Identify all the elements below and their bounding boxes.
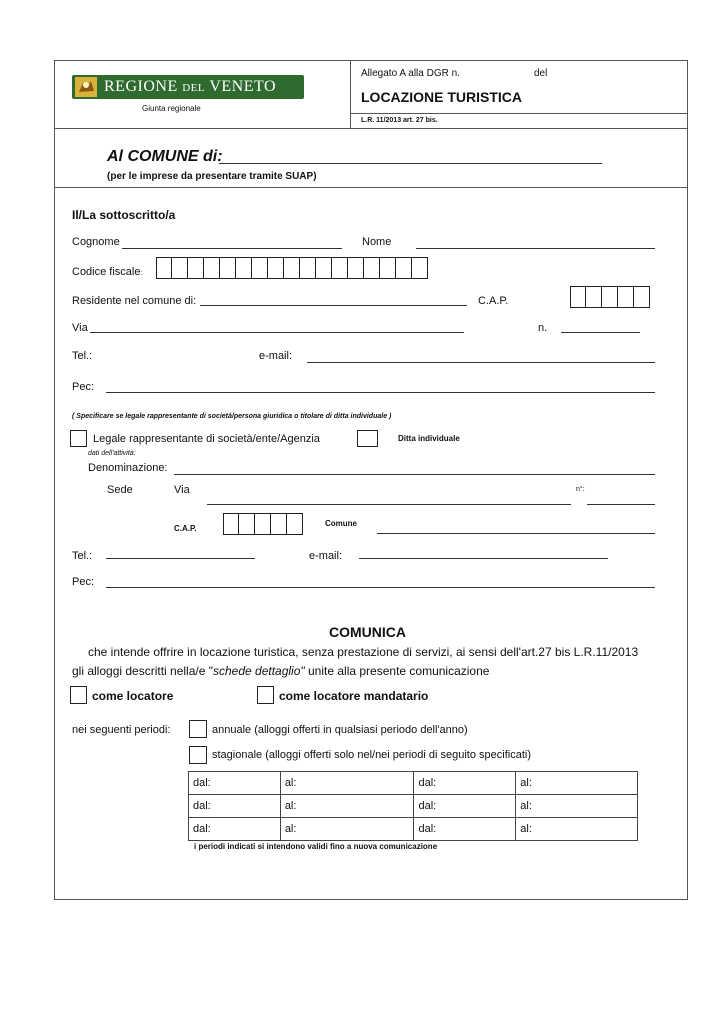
specificare-note: ( Specificare se legale rappresentante di società/persona giuridica o titolare di ditta individuale ) bbox=[72, 413, 392, 420]
dal-field[interactable]: dal: bbox=[189, 795, 281, 818]
denominazione-field[interactable] bbox=[174, 474, 655, 475]
stagionale-label: stagionale (alloggi offerti solo nel/nei periodi di seguito specificati) bbox=[212, 749, 531, 761]
dal-field[interactable]: dal: bbox=[414, 795, 516, 818]
header-divider bbox=[350, 60, 351, 128]
legale-label: Legale rappresentante di società/ente/Agenzia bbox=[93, 433, 320, 445]
via-field[interactable] bbox=[90, 332, 464, 333]
suap-note: (per le imprese da presentare tramite SUAP) bbox=[107, 171, 317, 182]
comune-field[interactable] bbox=[219, 163, 602, 164]
pec-field[interactable] bbox=[106, 392, 655, 393]
header-title-divider bbox=[350, 113, 688, 114]
email-label: e-mail: bbox=[259, 350, 293, 362]
pec-label: Pec: bbox=[72, 381, 95, 393]
allegato-label: Allegato A alla DGR n. bbox=[361, 68, 460, 79]
via-label: Via bbox=[72, 322, 88, 334]
sottoscritto-heading: Il/La sottoscritto/a bbox=[72, 208, 176, 222]
numero-label: n. bbox=[538, 322, 548, 334]
codice-fiscale-label: Codice fiscale: bbox=[72, 266, 143, 278]
periodi-label: nei seguenti periodi: bbox=[72, 724, 171, 736]
regione-veneto-logo bbox=[72, 75, 304, 99]
sede-email-field[interactable] bbox=[359, 558, 608, 559]
sede-comune-field[interactable] bbox=[377, 533, 655, 534]
al-field[interactable]: al: bbox=[516, 795, 638, 818]
nome-field[interactable] bbox=[416, 248, 655, 249]
dati-attivita-label: dati dell'attività: bbox=[88, 450, 136, 457]
al-field[interactable]: al: bbox=[516, 772, 638, 795]
cognome-field[interactable] bbox=[122, 248, 342, 249]
legale-checkbox[interactable] bbox=[70, 430, 87, 447]
stagionale-checkbox[interactable] bbox=[189, 746, 207, 764]
mandatario-label: come locatore mandatario bbox=[279, 689, 429, 703]
annuale-checkbox[interactable] bbox=[189, 720, 207, 738]
al-field[interactable]: al: bbox=[280, 772, 414, 795]
cognome-label: Cognome bbox=[72, 236, 120, 248]
sede-numero-field[interactable] bbox=[587, 504, 655, 505]
comune-label: Al COMUNE di: bbox=[107, 148, 223, 165]
comunica-line-1: che intende offrire in locazione turistica, senza prestazione di servizi, ai sensi dell'art.27 bis L.R.11/2013 bbox=[88, 645, 639, 659]
mandatario-checkbox[interactable] bbox=[257, 686, 274, 704]
sede-label: Sede bbox=[107, 484, 133, 496]
logo-subtitle: Giunta regionale bbox=[142, 104, 201, 113]
sede-via-label: Via bbox=[174, 484, 190, 496]
annuale-label: annuale (alloggi offerti in qualsiasi periodo dell'anno) bbox=[212, 724, 468, 736]
law-reference: L.R. 11/2013 art. 27 bis. bbox=[361, 117, 438, 124]
dal-field[interactable]: dal: bbox=[189, 772, 281, 795]
codice-fiscale-field[interactable] bbox=[156, 257, 428, 279]
sede-tel-field[interactable] bbox=[106, 558, 255, 559]
cap-field[interactable] bbox=[570, 286, 650, 308]
sede-pec-label: Pec: bbox=[72, 576, 95, 588]
numero-field[interactable] bbox=[561, 332, 640, 333]
dal-field[interactable]: dal: bbox=[189, 818, 281, 841]
ditta-checkbox[interactable] bbox=[357, 430, 378, 447]
comunica-heading: COMUNICA bbox=[329, 624, 406, 640]
lion-emblem-icon bbox=[75, 77, 97, 97]
comune-bottom-line bbox=[54, 187, 688, 188]
residente-field[interactable] bbox=[200, 305, 467, 306]
dal-field[interactable]: dal: bbox=[414, 818, 516, 841]
dal-field[interactable]: dal: bbox=[414, 772, 516, 795]
sede-pec-field[interactable] bbox=[106, 587, 655, 588]
cap-label: C.A.P. bbox=[478, 295, 509, 307]
denominazione-label: Denominazione: bbox=[88, 462, 168, 474]
comunica-line-2: gli alloggi descritti nella/e "schede dettaglio" unite alla presente comunicazione bbox=[72, 664, 490, 678]
sede-tel-label: Tel.: bbox=[72, 550, 93, 562]
periods-footnote: i periodi indicati si intendono validi fino a nuova comunicazione bbox=[194, 842, 438, 851]
residente-label: Residente nel comune di: bbox=[72, 295, 197, 307]
sede-via-field[interactable] bbox=[207, 504, 571, 505]
periods-table bbox=[188, 771, 638, 841]
al-field[interactable]: al: bbox=[516, 818, 638, 841]
ditta-label: Ditta individuale bbox=[398, 434, 460, 443]
nome-label: Nome bbox=[362, 236, 392, 248]
sede-numero-label: n°: bbox=[576, 486, 585, 493]
header-bottom-line bbox=[54, 128, 688, 129]
email-field[interactable] bbox=[307, 362, 655, 363]
tel-label: Tel.: bbox=[72, 350, 93, 362]
sede-comune-label: Comune bbox=[325, 519, 357, 528]
table-row bbox=[189, 772, 638, 795]
table-row bbox=[189, 818, 638, 841]
al-field[interactable]: al: bbox=[280, 818, 414, 841]
locatore-checkbox[interactable] bbox=[70, 686, 87, 704]
sede-email-label: e-mail: bbox=[309, 550, 343, 562]
logo-wordmark: REGIONE DEL VENETO bbox=[104, 78, 277, 95]
locatore-label: come locatore bbox=[92, 689, 174, 703]
page-title: LOCAZIONE TURISTICA bbox=[361, 89, 522, 105]
del-label: del bbox=[534, 68, 548, 79]
sede-cap-field[interactable] bbox=[223, 513, 303, 535]
table-row bbox=[189, 795, 638, 818]
sede-cap-label: C.A.P. bbox=[174, 524, 197, 533]
al-field[interactable]: al: bbox=[280, 795, 414, 818]
